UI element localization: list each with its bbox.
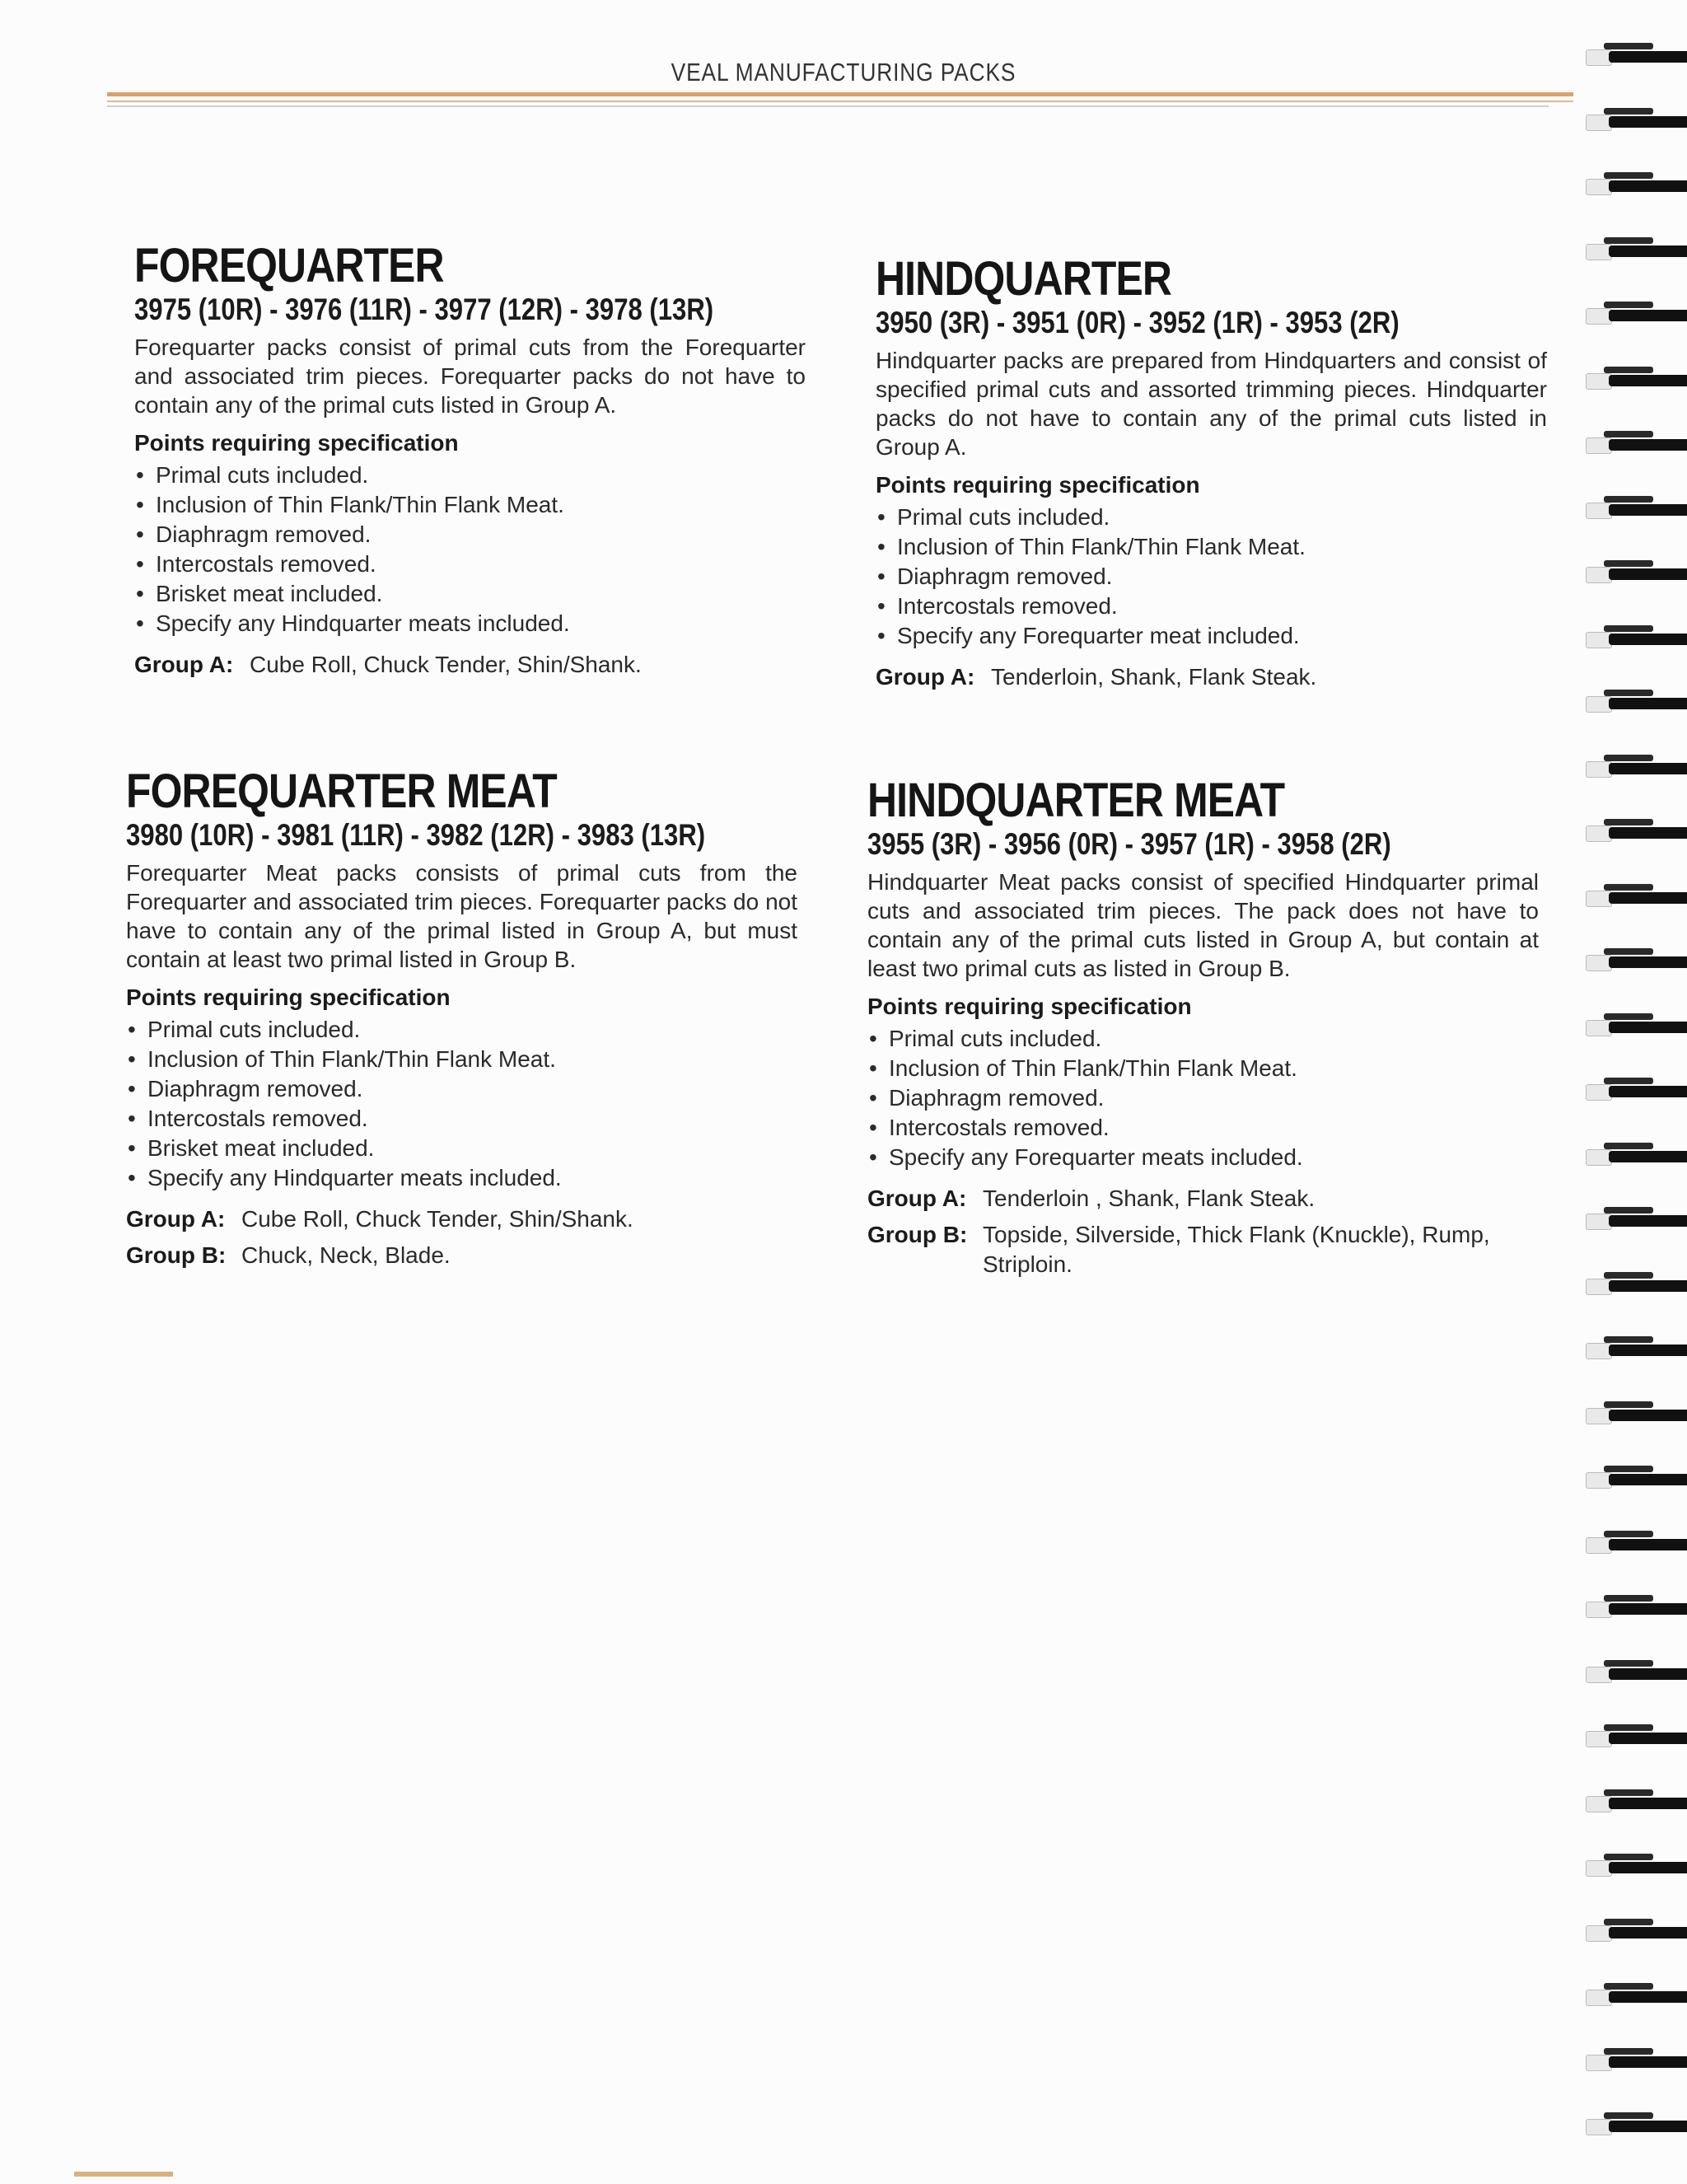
binding-ring — [1609, 439, 1687, 451]
binding-coil — [1586, 106, 1687, 138]
group-text: Chuck, Neck, Blade. — [241, 1242, 451, 1268]
binding-coil — [1586, 1400, 1687, 1431]
spec-points-list — [134, 461, 834, 638]
spec-heading: Points requiring specification — [867, 994, 1192, 1019]
list-item: • Intercostals removed. — [867, 1113, 1568, 1143]
list-item: • Inclusion of Thin Flank/Thin Flank Meat. — [876, 532, 1576, 562]
group-label: Group A: — [876, 664, 975, 690]
binding-ring — [1609, 2056, 1687, 2068]
list-item: • Inclusion of Thin Flank/Thin Flank Meat. — [867, 1054, 1568, 1083]
binding-coil — [1586, 559, 1687, 590]
list-item: • Brisket meat included. — [126, 1134, 826, 1163]
list-item: • Primal cuts included. — [876, 503, 1576, 532]
binding-ring — [1609, 1086, 1687, 1097]
list-item: • Specify any Forequarter meat included. — [876, 621, 1576, 651]
product-codes: 3950 (3R) - 3951 (0R) - 3952 (1R) - 3953 (2R) — [876, 306, 1400, 339]
list-item: • Specify any Hindquarter meats included. — [134, 609, 834, 638]
binding-coil — [1586, 365, 1687, 396]
list-item: • Intercostals removed. — [134, 550, 834, 579]
binding-coil — [1586, 171, 1687, 202]
group-text: Tenderloin , Shank, Flank Steak. — [983, 1186, 1315, 1211]
list-item: • Specify any Forequarter meats included. — [867, 1143, 1568, 1172]
binding-coil — [1586, 1076, 1687, 1107]
group-b — [126, 1241, 826, 1270]
spec-points-list — [876, 503, 1576, 651]
group-label: Group B: — [867, 1222, 968, 1247]
binding-coil — [1586, 817, 1687, 849]
binding-ring — [1609, 51, 1687, 63]
binding-coil — [1586, 753, 1687, 784]
binding-coil — [1586, 1917, 1687, 1948]
section-description: Hindquarter Meat packs consist of specified Hindquarter primal cuts and associated trim pieces. The pack does not have to contain any of the primal cuts listed in Group A, but contain at least two primal cuts as listed in Group B. — [867, 869, 1539, 981]
binding-ring — [1609, 892, 1687, 904]
product-codes: 3975 (10R) - 3976 (11R) - 3977 (12R) - 3978 (13R) — [134, 292, 714, 326]
section-hindquarter-meat — [867, 775, 1568, 1279]
section-description: Forequarter Meat packs consists of primal cuts from the Forequarter and associated trim pieces. Forequarter packs do not have to contain any of the primal listed in Group A, but must contain at least two primal listed in Group B. — [126, 860, 797, 972]
section-title: FOREQUARTER MEAT — [126, 765, 557, 818]
binding-ring — [1609, 698, 1687, 709]
binding-ring — [1609, 504, 1687, 516]
list-item: • Brisket meat included. — [134, 579, 834, 609]
group-a — [867, 1184, 1568, 1214]
spec-heading: Points requiring specification — [134, 430, 459, 456]
binding-coil — [1586, 236, 1687, 267]
binding-coil — [1586, 1852, 1687, 1883]
header-rule-orange — [107, 92, 1573, 96]
group-label: Group A: — [867, 1186, 967, 1211]
group-a — [876, 662, 1576, 692]
binding-ring — [1609, 1345, 1687, 1356]
binding-ring — [1609, 1862, 1687, 1873]
binding-coil — [1586, 688, 1687, 719]
section-title: FOREQUARTER — [134, 239, 444, 292]
binding-coil — [1586, 494, 1687, 526]
binding-ring — [1609, 1927, 1687, 1938]
group-a — [126, 1204, 826, 1234]
binding-ring — [1609, 2121, 1687, 2132]
spec-heading: Points requiring specification — [876, 472, 1200, 498]
list-item: • Inclusion of Thin Flank/Thin Flank Meat. — [126, 1045, 826, 1074]
group-a — [134, 650, 834, 680]
section-hindquarter — [876, 254, 1576, 692]
bottom-edge-strip — [74, 2172, 173, 2177]
list-item: • Diaphragm removed. — [126, 1074, 826, 1104]
spec-points-list — [126, 1015, 826, 1193]
list-item: • Inclusion of Thin Flank/Thin Flank Meat. — [134, 490, 834, 520]
section-description: Forequarter packs consist of primal cuts from the Forequarter and associated trim pieces. Forequarter packs do not have to contain any of the primal cuts listed in Group A. — [134, 334, 806, 418]
binding-ring — [1609, 956, 1687, 968]
group-label: Group A: — [134, 652, 234, 677]
binding-ring — [1609, 1798, 1687, 1809]
binding-ring — [1609, 763, 1687, 774]
binding-coil — [1586, 1529, 1687, 1560]
binding-coil — [1586, 624, 1687, 655]
binding-ring — [1609, 568, 1687, 580]
binding-coil — [1586, 947, 1687, 978]
section-title: HINDQUARTER MEAT — [867, 774, 1285, 827]
binding-coil — [1586, 300, 1687, 331]
binding-ring — [1609, 1280, 1687, 1292]
binding-coil — [1586, 1205, 1687, 1237]
binding-coil — [1586, 1723, 1687, 1754]
page-header-title: VEAL MANUFACTURING PACKS — [671, 58, 1016, 87]
binding-coil — [1586, 882, 1687, 914]
binding-coil — [1586, 2046, 1687, 2078]
binding-ring — [1609, 1539, 1687, 1550]
section-title: HINDQUARTER — [876, 252, 1172, 306]
product-codes: 3955 (3R) - 3956 (0R) - 3957 (1R) - 3958 (2R) — [867, 827, 1391, 861]
spec-points-list — [867, 1024, 1568, 1172]
binding-coil — [1586, 1788, 1687, 1819]
binding-ring — [1609, 180, 1687, 192]
binding-ring — [1609, 1991, 1687, 2003]
binding-ring — [1609, 1668, 1687, 1680]
group-text: Tenderloin, Shank, Flank Steak. — [991, 664, 1317, 690]
binding-coil — [1586, 429, 1687, 461]
binding-ring — [1609, 1151, 1687, 1162]
binding-ring — [1609, 310, 1687, 321]
spiral-binding — [1586, 41, 1687, 2184]
binding-ring — [1609, 827, 1687, 839]
list-item: • Primal cuts included. — [867, 1024, 1568, 1054]
list-item: • Specify any Hindquarter meats included. — [126, 1163, 826, 1193]
product-codes: 3980 (10R) - 3981 (11R) - 3982 (12R) - 3983 (13R) — [126, 818, 706, 852]
binding-ring — [1609, 1474, 1687, 1485]
binding-ring — [1609, 116, 1687, 128]
section-description: Hindquarter packs are prepared from Hindquarters and consist of specified primal cuts and assorted trimming pieces. Hindquarter packs do not have to contain any of the primal cuts listed in Group A. — [876, 348, 1547, 460]
binding-ring — [1609, 1022, 1687, 1033]
list-item: • Intercostals removed. — [876, 592, 1576, 621]
binding-ring — [1609, 1733, 1687, 1744]
header-rule-grey — [107, 105, 1549, 107]
group-b — [867, 1220, 1568, 1279]
binding-coil — [1586, 1593, 1687, 1625]
list-item: • Diaphragm removed. — [876, 562, 1576, 592]
binding-coil — [1586, 1464, 1687, 1495]
binding-coil — [1586, 1270, 1687, 1302]
list-item: • Primal cuts included. — [126, 1015, 826, 1045]
binding-ring — [1609, 1215, 1687, 1227]
section-forequarter — [134, 241, 834, 680]
section-forequarter-meat — [126, 766, 826, 1270]
spec-heading: Points requiring specification — [126, 984, 451, 1010]
group-text: Topside, Silverside, Thick Flank (Knuckle), Rump, Striploin. — [983, 1222, 1490, 1277]
binding-ring — [1609, 375, 1687, 386]
group-text: Cube Roll, Chuck Tender, Shin/Shank. — [250, 652, 642, 677]
binding-ring — [1609, 1603, 1687, 1615]
group-label: Group A: — [126, 1206, 226, 1232]
binding-coil — [1586, 1012, 1687, 1043]
binding-coil — [1586, 2111, 1687, 2142]
binding-coil — [1586, 1141, 1687, 1172]
binding-coil — [1586, 1658, 1687, 1690]
list-item: • Diaphragm removed. — [867, 1083, 1568, 1113]
list-item: • Primal cuts included. — [134, 461, 834, 490]
binding-coil — [1586, 41, 1687, 72]
binding-coil — [1586, 1981, 1687, 2013]
binding-ring — [1609, 246, 1687, 257]
group-label: Group B: — [126, 1242, 227, 1268]
binding-ring — [1609, 1410, 1687, 1421]
binding-coil — [1586, 1335, 1687, 1366]
list-item: • Intercostals removed. — [126, 1104, 826, 1134]
binding-ring — [1609, 634, 1687, 645]
list-item: • Diaphragm removed. — [134, 520, 834, 550]
header-rule-light — [107, 101, 1573, 102]
group-text: Cube Roll, Chuck Tender, Shin/Shank. — [241, 1206, 633, 1232]
